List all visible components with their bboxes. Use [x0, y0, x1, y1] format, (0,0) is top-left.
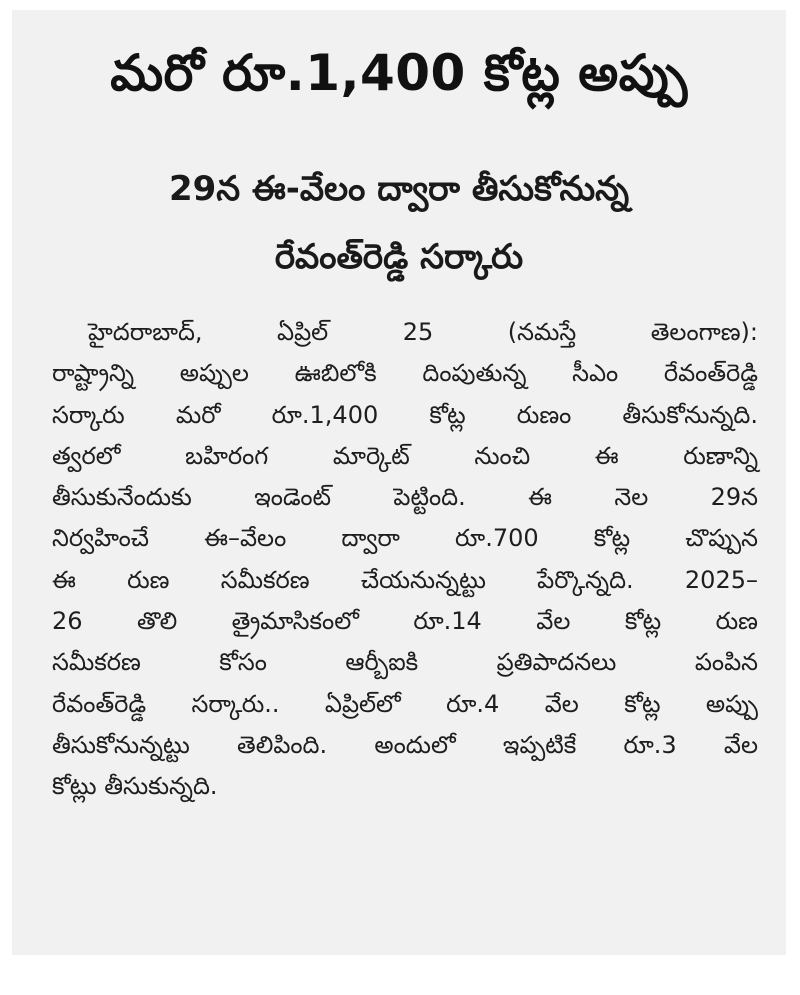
body-line: తీసుకునేందుకు ఇండెంట్ పెట్టింది. ఈ నెల 29న	[52, 483, 758, 512]
body-line: రేవంత్‌రెడ్డి సర్కారు.. ఏప్రిల్‌లో రూ.4 వేల కోట్ల అప్పు	[52, 689, 758, 718]
article-headline: మరో రూ.1,400 కోట్ల అప్పు	[110, 44, 688, 102]
body-line: 26 తొలి త్రైమాసికంలో రూ.14 వేల కోట్ల రుణ	[52, 607, 758, 636]
article-body	[52, 312, 758, 808]
body-line: తీసుకోనున్నట్టు తెలిపింది. అందులో ఇప్పటికే రూ.3 వేల	[52, 730, 758, 759]
body-line: ఈ రుణ సమీకరణ చేయనున్నట్టు పేర్కొన్నది. 2025–	[52, 565, 758, 594]
body-line: కోట్లు తీసుకున్నది.	[52, 772, 218, 801]
body-line: త్వరలో బహిరంగ మార్కెట్ నుంచి ఈ రుణాన్ని	[52, 441, 758, 470]
subheadline-line: రేవంత్‌రెడ్డి సర్కారు	[274, 237, 524, 277]
body-line: నిర్వహించే ఈ–వేలం ద్వారా రూ.700 కోట్ల చొప్పున	[52, 524, 758, 553]
body-line: రాష్ట్రాన్ని అప్పుల ఊబిలోకి దింపుతున్న సీఎం రేవంత్‌రెడ్డి	[52, 359, 758, 388]
body-line: సమీకరణ కోసం ఆర్బీఐకి ప్రతిపాదనలు పంపిన	[52, 648, 758, 677]
subheadline-line: 29న ఈ-వేలం ద్వారా తీసుకోనున్న	[168, 169, 630, 209]
newspaper-clipping	[12, 10, 786, 955]
article-subheadline	[12, 155, 786, 291]
body-line: సర్కారు మరో రూ.1,400 కోట్ల రుణం తీసుకోనున్నది.	[52, 400, 758, 429]
body-line-dateline: హైదరాబాద్, ఏప్రిల్ 25 (నమస్తే తెలంగాణ):	[88, 318, 758, 346]
